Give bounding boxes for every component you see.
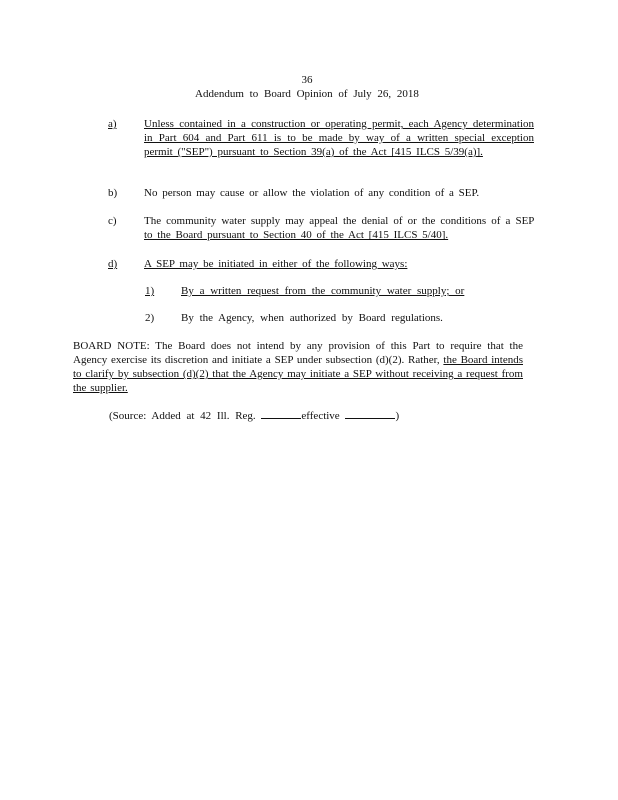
board-note-underlined: the Board intends to clarify by subsection (d)(2) that the Agency may initiate a SEP without receiving a request from the supplier. [73, 354, 523, 394]
sub-item-text-d2: By the Agency, when authorized by Board regulations. [181, 312, 443, 324]
item-label-b: b) [108, 187, 118, 199]
item-label-a: a) [108, 118, 117, 130]
item-text-b: No person may cause or allow the violation of any condition of a SEP. [144, 187, 480, 199]
item-text-c-underlined: to the Board pursuant to Section 40 of the Act [415 ILCS 5/40]. [144, 229, 449, 241]
item-text-c [144, 214, 534, 242]
item-label-c: c) [108, 215, 117, 227]
source-prefix: (Source: Added at 42 Ill. Reg. [109, 410, 256, 422]
board-note-plain: BOARD NOTE: The Board does not intend by any provision of this Part to require that the Agency exercise its discretion and initiate a SEP under subsection (d)(2). Rather, [73, 340, 523, 366]
item-text-a: Unless contained in a construction or operating permit, each Agency determination in Part 604 and Part 611 is to be made by way of a written special exception permit ("SEP") pursuant to Section 39(a) of the Act [415 ILCS 5/39(a)]. [144, 118, 534, 158]
board-note [73, 339, 523, 395]
page-number: 36 [301, 74, 313, 86]
source-note [109, 408, 429, 423]
source-effective: effective [301, 410, 340, 422]
item-text-c-plain: The community water supply may appeal the denial of or the conditions of a SEP [144, 215, 534, 227]
item-text-d: A SEP may be initiated in either of the following ways: [144, 258, 408, 270]
source-suffix: ) [395, 410, 400, 422]
page-subtitle: Addendum to Board Opinion of July 26, 2018 [195, 88, 419, 100]
sub-item-label-d1: 1) [145, 285, 155, 297]
sub-item-text-d1: By a written request from the community water supply; or [181, 285, 465, 297]
source-blank-register [261, 408, 301, 419]
item-label-d: d) [108, 258, 118, 270]
sub-item-label-d2: 2) [145, 312, 155, 324]
source-blank-date [345, 408, 395, 419]
